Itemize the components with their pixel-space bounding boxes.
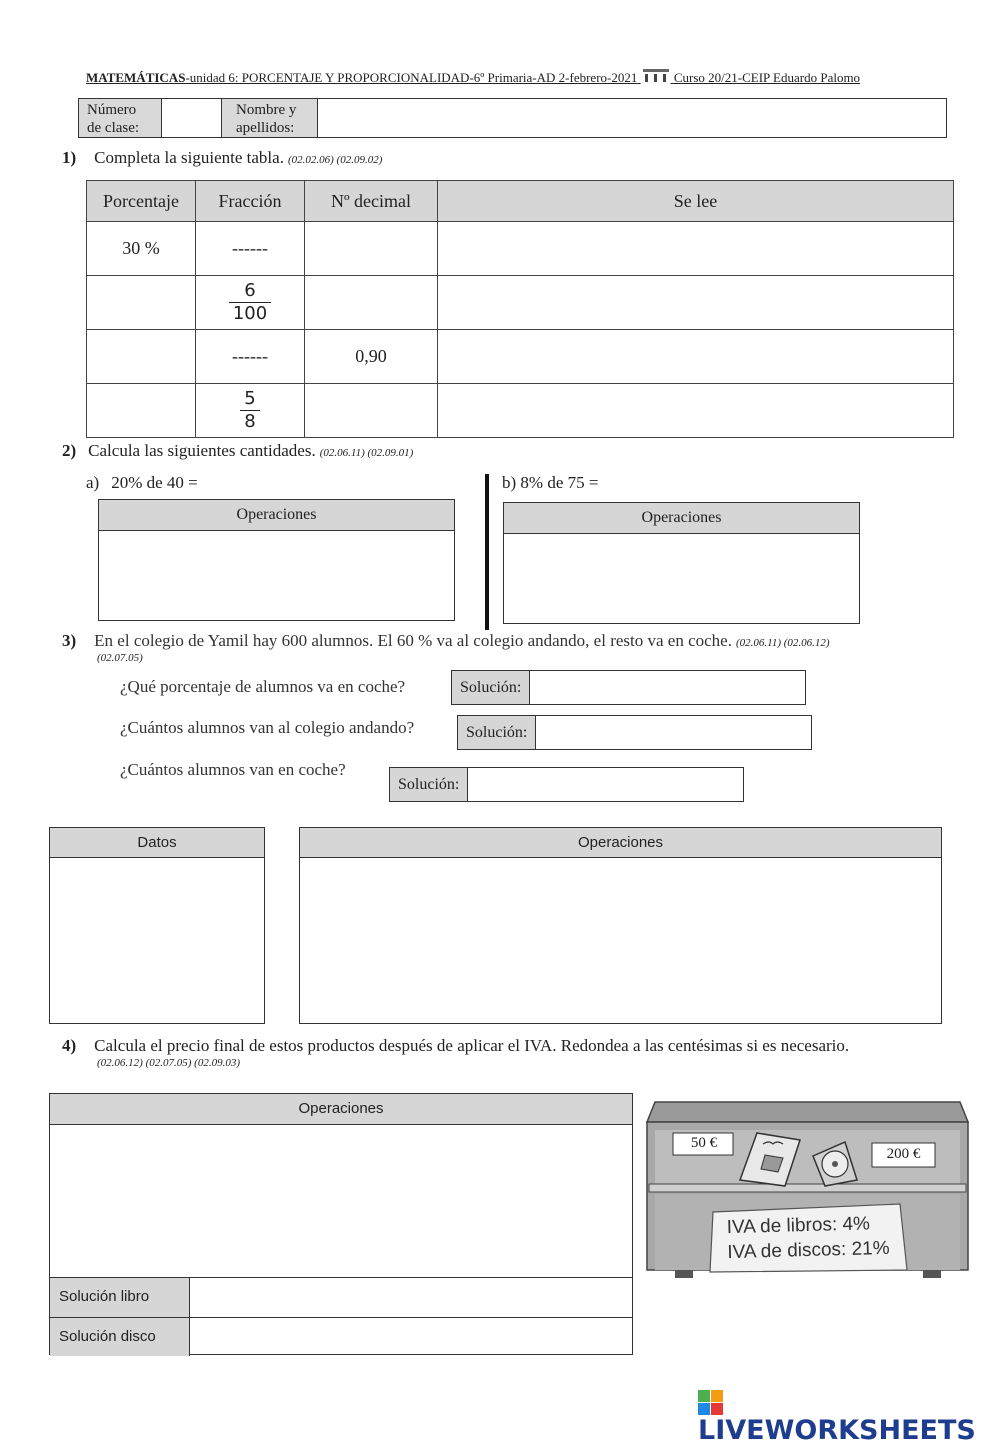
q3-solution-2 [457,715,812,750]
cell-porcentaje-input[interactable] [87,330,196,384]
solution-libro-label: Solución libro [50,1278,190,1317]
liveworksheets-logo [698,1376,1000,1446]
col-porcentaje: Porcentaje [87,181,196,222]
q3-operations-box[interactable] [299,827,942,1024]
q2-codes: (02.06.11) (02.09.01) [319,447,414,459]
q3-text: En el colegio de Yamil hay 600 alumnos. El 60 % va al colegio andando, el resto va en coche. [94,631,732,650]
q4-codes: (02.06.12) (02.07.05) (02.09.03) [97,1057,240,1069]
iva-sign [726,1211,890,1265]
q3-question-1: ¿Qué porcentaje de alumnos va en coche? [120,677,406,696]
q2-text: Calcula las siguientes cantidades. [88,441,316,460]
header-course: Curso 20/21-CEIP Eduardo Palomo [673,70,861,85]
divider [485,474,489,630]
table-row [87,330,954,384]
q1-text: Completa la siguiente tabla. [94,148,284,167]
cell-porcentaje-input[interactable] [87,384,196,438]
solution-input[interactable] [468,768,743,801]
q2a-prompt: a) 20% de 40 = [86,473,198,492]
iva-discos: IVA de discos: 21% [727,1237,890,1264]
solution-disco-row [50,1317,632,1356]
table-row [87,222,954,276]
q2b-operations-label: Operaciones [504,503,859,534]
cell-porcentaje: 30 % [87,222,196,276]
q3-datos-box[interactable] [49,827,265,1024]
cell-se-lee-input[interactable] [438,330,954,384]
q3-codes-1: (02.06.11) (02.06.12) [735,637,830,649]
q4-text: Calcula el precio final de estos productos después de aplicar el IVA. Redondea a las centésimas si es necesario. [94,1036,850,1055]
name-label: Nombre y apellidos: [222,99,318,137]
q2a-operations-label: Operaciones [99,500,454,531]
solution-disco-input[interactable] [190,1318,632,1356]
student-id-box [78,98,947,138]
q2b-operations-box[interactable] [503,502,860,624]
cell-fraccion [196,384,305,438]
q4-operations-label: Operaciones [50,1094,632,1125]
solution-input[interactable] [530,671,805,704]
class-number-field[interactable] [162,99,222,137]
question-1 [62,148,382,168]
class-number-label: Número de clase: [79,99,162,137]
percentage-table [86,180,954,438]
q4-operations-area[interactable] [50,1125,632,1277]
header-subject: MATEMÁTICAS [86,70,186,85]
q3-solution-3 [389,767,744,802]
q3-codes-2: (02.07.05) [97,652,143,664]
q3-operations-label: Operaciones [300,828,941,858]
cell-porcentaje-input[interactable] [87,276,196,330]
q3-solution-1 [451,670,806,705]
solution-libro-input[interactable] [190,1278,632,1317]
cell-fraccion: ------ [196,330,305,384]
fraction: $\frac{5}{8}$ [240,388,259,433]
q2b-prompt: b) 8% de 75 = [502,473,599,492]
table-row [87,276,954,330]
solution-label: Solución: [458,716,536,749]
logo-mark-icon [698,1390,723,1415]
cell-decimal-input[interactable] [305,276,438,330]
price-tag-book: 50 € [690,1135,718,1151]
q3-number: 3) [62,631,77,650]
page-header [86,66,916,86]
question-2 [62,441,413,461]
cell-fraccion [196,276,305,330]
price-tag-disc: 200 € [886,1146,921,1162]
solution-disco-label: Solución disco [50,1318,190,1356]
cell-decimal-input[interactable] [305,222,438,276]
q4-operations-box [49,1093,633,1355]
logo-text: LIVEWORKSHEETS [698,1415,976,1446]
solution-input[interactable] [536,716,811,749]
datos-label: Datos [50,828,264,858]
cell-se-lee-input[interactable] [438,384,954,438]
table-header-row [87,181,954,222]
q4-number: 4) [62,1036,77,1055]
cell-decimal-input[interactable] [305,384,438,438]
col-decimal: Nº decimal [305,181,438,222]
q1-number: 1) [62,148,77,167]
name-field[interactable] [318,99,946,137]
solution-libro-row [50,1277,632,1317]
question-4 [62,1036,962,1056]
q2-number: 2) [62,441,77,460]
cell-se-lee-input[interactable] [438,276,954,330]
q1-codes: (02.02.06) (02.09.02) [287,154,383,166]
solution-label: Solución: [452,671,530,704]
col-se-lee: Se lee [438,181,954,222]
fraction: $\frac{6}{100}$ [229,280,271,325]
cell-decimal: 0,90 [305,330,438,384]
cell-fraccion: ------ [196,222,305,276]
col-fraccion: Fracción [196,181,305,222]
solution-label: Solución: [390,768,468,801]
table-row [87,384,954,438]
iva-libros: IVA de libros: 4% [726,1213,871,1239]
question-3 [62,631,932,651]
q2a-operations-box[interactable] [98,499,455,621]
q3-question-3: ¿Cuántos alumnos van en coche? [120,760,346,779]
header-details: -unidad 6: PORCENTAJE Y PROPORCIONALIDAD-6º Primaria-AD 2-febrero-2021 [185,70,638,85]
school-logo-icon [641,66,671,84]
q3-question-2: ¿Cuántos alumnos van al colegio andando? [120,718,415,737]
cell-se-lee-input[interactable] [438,222,954,276]
